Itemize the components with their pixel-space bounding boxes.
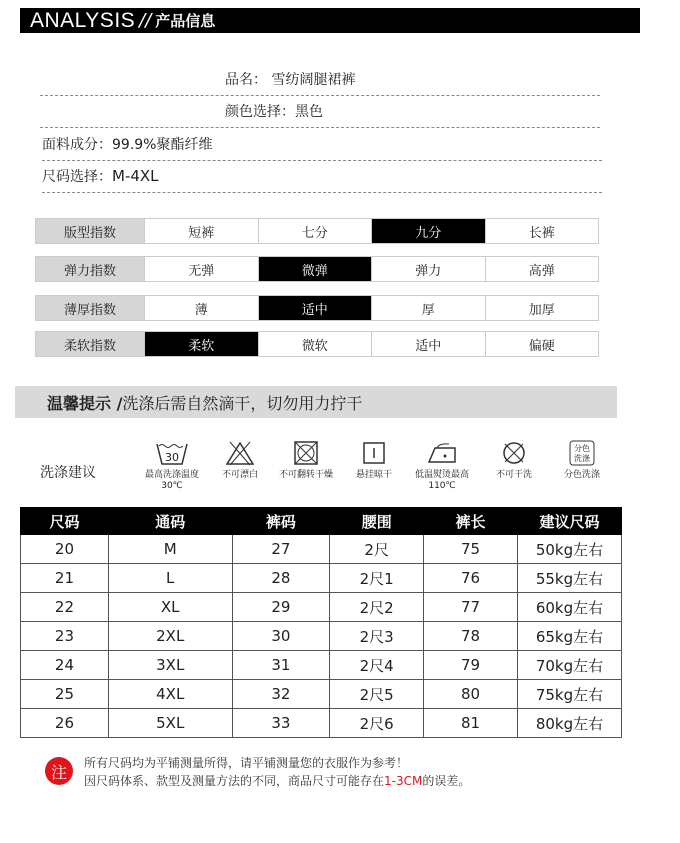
wash-label: 最高洗涤温度30℃ [144, 470, 199, 491]
wash-item [484, 440, 544, 481]
info-row-name [40, 63, 600, 96]
table-cell: L [108, 564, 232, 593]
table-cell: 20 [21, 535, 109, 564]
table-cell: 30 [232, 622, 330, 651]
tip-bar [15, 386, 617, 418]
table-cell: 31 [232, 651, 330, 680]
no-tumble-dry-icon [276, 440, 336, 466]
index-label: 薄厚指数 [36, 296, 144, 320]
low-iron-icon [412, 440, 472, 466]
table-row [21, 680, 622, 709]
table-cell: M [108, 535, 232, 564]
info-value: M-4XL [112, 167, 159, 185]
wash-label: 不可翻转干燥 [278, 470, 333, 480]
note-line2-end: 的误差。 [422, 774, 471, 788]
info-value: 99.9%聚酯纤维 [112, 137, 213, 153]
tip-text: 洗涤后需自然滴干，切勿用力拧干 [122, 393, 363, 413]
table-cell: 4XL [108, 680, 232, 709]
table-cell: 25 [21, 680, 109, 709]
index-option: 厚 [371, 296, 485, 320]
section-header [20, 8, 640, 33]
table-row [21, 622, 622, 651]
table-cell: 2尺2 [330, 593, 424, 622]
info-value: 黑色 [295, 104, 323, 120]
note-highlight: 1-3CM [384, 774, 423, 788]
index-option: 微弹 [258, 257, 372, 281]
table-cell: 2尺4 [330, 651, 424, 680]
svg-text:洗涤: 洗涤 [574, 454, 590, 463]
table-cell: 5XL [108, 709, 232, 738]
index-option: 偏硬 [485, 332, 599, 356]
wash-label: 不可干洗 [495, 470, 532, 480]
index-label: 版型指数 [36, 219, 144, 243]
note-badge: 注 [45, 757, 73, 785]
table-cell: 32 [232, 680, 330, 709]
wash-item [344, 440, 404, 481]
wash-label: 悬挂晾干 [355, 470, 392, 480]
index-option: 七分 [258, 219, 372, 243]
index-option: 柔软 [144, 332, 258, 356]
info-label: 颜色选择： [225, 104, 295, 120]
index-option: 薄 [144, 296, 258, 320]
wash-item [276, 440, 336, 481]
table-cell: 80 [424, 680, 518, 709]
table-cell: 60kg左右 [517, 593, 621, 622]
tip-title: 温馨提示 / [47, 393, 123, 413]
table-cell: 2尺6 [330, 709, 424, 738]
size-table [20, 507, 622, 738]
info-row-fabric [42, 128, 602, 161]
table-cell: 70kg左右 [517, 651, 621, 680]
table-cell: 78 [424, 622, 518, 651]
index-row [35, 331, 599, 357]
svg-text:分色: 分色 [574, 444, 590, 453]
no-dry-clean-icon [484, 440, 544, 466]
index-option: 短裤 [144, 219, 258, 243]
table-cell: 2XL [108, 622, 232, 651]
table-cell: 2尺 [330, 535, 424, 564]
info-row-color [40, 95, 600, 128]
table-cell: 21 [21, 564, 109, 593]
wash-label: 分色洗涤 [563, 470, 600, 480]
table-cell: 75kg左右 [517, 680, 621, 709]
table-row [21, 564, 622, 593]
wash-item [552, 440, 612, 481]
info-value: 雪纺阔腿裙裤 [271, 72, 356, 88]
index-row [35, 295, 599, 321]
index-option: 微软 [258, 332, 372, 356]
index-label: 弹力指数 [36, 257, 144, 281]
column-header: 裤码 [232, 508, 330, 535]
table-row [21, 593, 622, 622]
table-cell: 75 [424, 535, 518, 564]
wash-30-icon [142, 440, 202, 466]
index-option: 加厚 [485, 296, 599, 320]
note-line1: 所有尺码均为平铺测量所得，请平铺测量您的衣服作为参考！ [84, 756, 409, 770]
table-cell: 28 [232, 564, 330, 593]
separate-wash-icon [552, 440, 612, 466]
index-option: 适中 [258, 296, 372, 320]
table-cell: 79 [424, 651, 518, 680]
svg-text:30: 30 [165, 451, 179, 464]
table-cell: 2尺3 [330, 622, 424, 651]
column-header: 通码 [108, 508, 232, 535]
index-row [35, 256, 599, 282]
index-row [35, 218, 599, 244]
table-cell: 26 [21, 709, 109, 738]
table-row [21, 535, 622, 564]
info-label: 品名： [225, 72, 267, 88]
wash-item [142, 440, 202, 492]
table-cell: 77 [424, 593, 518, 622]
info-label: 尺码选择： [42, 169, 112, 185]
note-line2 [84, 772, 470, 790]
index-option: 高弹 [485, 257, 599, 281]
info-row-size [42, 160, 602, 193]
no-bleach-icon [210, 440, 270, 466]
index-option: 九分 [371, 219, 485, 243]
table-cell: XL [108, 593, 232, 622]
table-cell: 24 [21, 651, 109, 680]
note-line2-text: 因尺码体系、款型及测量方法的不同，商品尺寸可能存在 [84, 774, 385, 788]
header-sep: // [139, 10, 152, 31]
wash-label: 不可漂白 [221, 470, 258, 480]
table-cell: 3XL [108, 651, 232, 680]
hang-dry-icon [344, 440, 404, 466]
table-cell: 27 [232, 535, 330, 564]
table-cell: 81 [424, 709, 518, 738]
table-cell: 2尺5 [330, 680, 424, 709]
table-cell: 55kg左右 [517, 564, 621, 593]
wash-item [210, 440, 270, 481]
table-cell: 50kg左右 [517, 535, 621, 564]
index-option: 适中 [371, 332, 485, 356]
index-label: 柔软指数 [36, 332, 144, 356]
index-option: 无弹 [144, 257, 258, 281]
table-cell: 29 [232, 593, 330, 622]
index-option: 长裤 [485, 219, 599, 243]
wash-item [412, 440, 472, 492]
column-header: 尺码 [21, 508, 109, 535]
table-row [21, 709, 622, 738]
wash-label: 低温熨烫最高110℃ [414, 470, 469, 491]
column-header: 腰围 [330, 508, 424, 535]
wash-title: 洗涤建议 [40, 465, 96, 481]
header-cn: 产品信息 [155, 12, 216, 30]
table-cell: 65kg左右 [517, 622, 621, 651]
info-label: 面料成分： [42, 137, 112, 153]
table-cell: 76 [424, 564, 518, 593]
table-cell: 2尺1 [330, 564, 424, 593]
table-cell: 33 [232, 709, 330, 738]
index-option: 弹力 [371, 257, 485, 281]
table-row [21, 651, 622, 680]
table-cell: 22 [21, 593, 109, 622]
column-header: 建议尺码 [517, 508, 621, 535]
table-cell: 23 [21, 622, 109, 651]
header-en: ANALYSIS [30, 8, 136, 32]
column-header: 裤长 [424, 508, 518, 535]
note-text [84, 754, 470, 790]
table-cell: 80kg左右 [517, 709, 621, 738]
